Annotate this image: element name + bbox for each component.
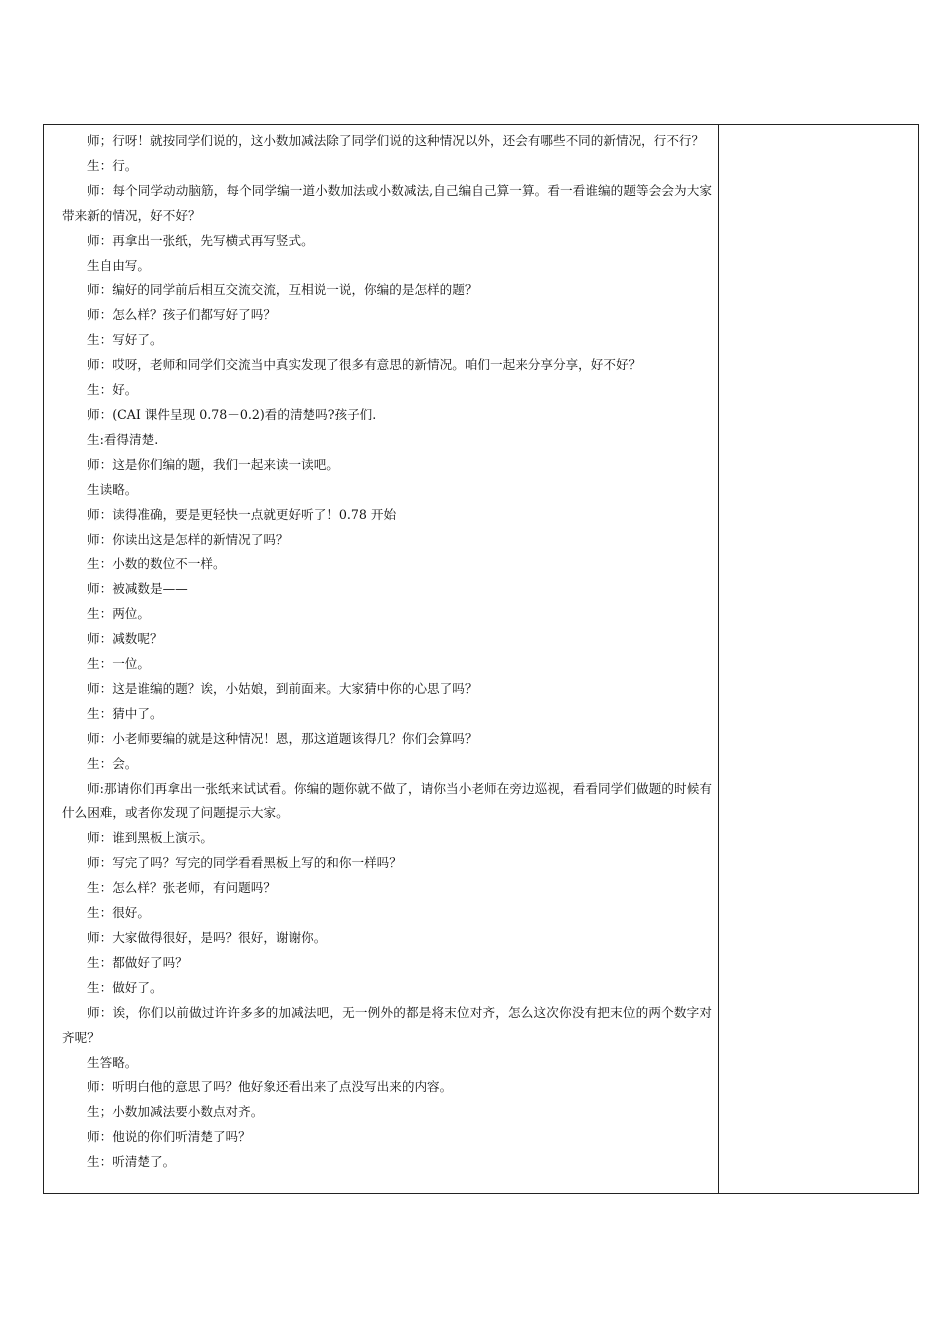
dialogue-line: 生：行。 [87, 157, 138, 173]
dialogue-line: 生：一位。 [87, 656, 150, 672]
dialogue-line: 师：怎么样？孩子们都写好了吗？ [87, 307, 276, 323]
dialogue-cell [44, 129, 718, 1175]
dialogue-line: 生自由写。 [87, 257, 150, 273]
dialogue-line: 师：写完了吗？写完的同学看看黑板上写的和你一样吗？ [87, 855, 402, 871]
dialogue-line: 师：你读出这是怎样的新情况了吗？ [87, 531, 289, 547]
dialogue-line: 师；行呀！就按同学们说的，这小数加减法除了同学们说的这种情况以外，还会有哪些不同的新情况，行不行？ [87, 133, 705, 148]
dialogue-line: 生：好。 [87, 382, 138, 398]
dialogue-line: 生：怎么样？张老师，有问题吗？ [87, 880, 276, 896]
dialogue-line: 师：听明白他的意思了吗？他好象还看出来了点没写出来的内容。 [87, 1079, 453, 1095]
dialogue-line: 生:看得清楚. [87, 431, 159, 447]
dialogue-line: 师：(CAI 课件呈现 0.78－0.2)看的清楚吗?孩子们. [87, 406, 377, 422]
dialogue-line: 生：写好了。 [87, 332, 163, 348]
notes-cell [719, 125, 919, 1193]
dialogue-line: 师：减数呢？ [87, 631, 163, 647]
dialogue-line: 生：都做好了吗？ [87, 954, 188, 970]
dialogue-line: 生：小数的数位不一样。 [87, 556, 226, 572]
dialogue-line: 生：两位。 [87, 606, 150, 622]
dialogue-line: 生：会。 [87, 755, 138, 771]
dialogue-line: 师：被减数是—— [87, 581, 188, 597]
dialogue-line: 生：听清楚了。 [87, 1154, 176, 1170]
dialogue-line: 生：猜中了。 [87, 705, 163, 721]
dialogue-line: 师：谁到黑板上演示。 [87, 830, 213, 846]
dialogue-line: 师：这是你们编的题，我们一起来读一读吧。 [87, 456, 339, 472]
lesson-table [43, 124, 919, 1194]
dialogue-line: 生读略。 [87, 481, 138, 497]
dialogue-line: 师:那请你们再拿出一张纸来试试看。你编的题你就不做了，请你当小老师在旁边巡视，看看同学们做题的时候有什么困难，或者你发现了问题提示大家。 [62, 780, 712, 821]
dialogue-line: 师：再拿出一张纸，先写横式再写竖式。 [87, 232, 314, 248]
dialogue-line: 师：哎呀，老师和同学们交流当中真实发现了很多有意思的新情况。咱们一起来分享分享，好不好？ [87, 357, 642, 373]
dialogue-line: 师：诶，你们以前做过许许多多的加减法吧，无一例外的都是将末位对齐，怎么这次你没有把末位的两个数字对齐呢？ [62, 1004, 712, 1045]
dialogue-line: 师：每个同学动动脑筋，每个同学编一道小数加法或小数减法,自己编自己算一算。看一看谁编的题等会会为大家带来新的情况，好不好？ [62, 182, 712, 223]
dialogue-line: 师：读得准确，要是更轻快一点就更好听了！0.78 开始 [87, 506, 397, 522]
dialogue-line: 生答略。 [87, 1054, 138, 1070]
dialogue-line: 生：很好。 [87, 905, 150, 921]
dialogue-line: 师：编好的同学前后相互交流交流，互相说一说，你编的是怎样的题？ [87, 282, 478, 298]
dialogue-line: 师：他说的你们听清楚了吗？ [87, 1129, 251, 1145]
dialogue-line: 师：小老师要编的就是这种情况！恩，那这道题该得几？你们会算吗？ [87, 730, 478, 746]
dialogue-line: 生；小数加减法要小数点对齐。 [87, 1104, 264, 1120]
dialogue-line: 师：大家做得很好，是吗？很好，谢谢你。 [87, 930, 327, 945]
dialogue-line: 生：做好了。 [87, 979, 163, 995]
dialogue-line: 师：这是谁编的题？诶，小姑娘，到前面来。大家猜中你的心思了吗？ [87, 680, 478, 696]
